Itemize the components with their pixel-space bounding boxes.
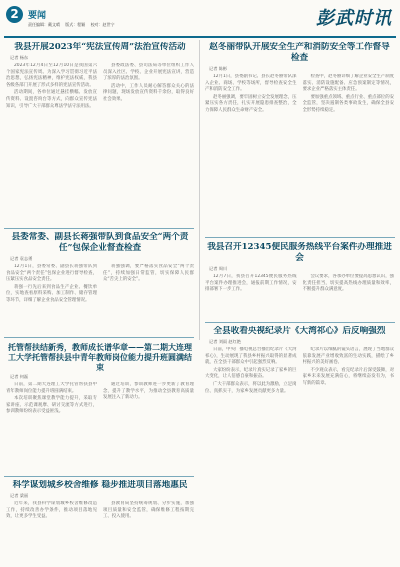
section-rule xyxy=(205,237,395,238)
editor-line xyxy=(28,22,119,28)
header-rule xyxy=(4,36,396,38)
article-column-right xyxy=(303,347,395,396)
article-author: 记者 杨东 xyxy=(10,55,29,60)
article-paragraph: 通过培训，参训教师进一步更新了教育理念，提升了教学水平，为推动全县教育高质量发展注入了新动力。 xyxy=(103,382,194,401)
column-divider xyxy=(199,40,200,340)
article-paragraph: 活动中，工作人员耐心解答群众关心的法律问题，现场发放宣传资料千余份，取得良好社会效果。 xyxy=(103,83,194,102)
page-header xyxy=(0,0,400,38)
article-paragraph: 纪录片以细腻的镜头语言，展现了当地群众依靠发展产业增收致富的生动实践，描绘了乡村振兴的美好画卷。 xyxy=(302,347,394,366)
article-paragraph: 大家纷纷表示，纪录片真实记录了家乡的巨大变化，让人倍感自豪和振奋。 xyxy=(205,367,297,380)
article-paragraph: 不少观众表示，看完纪录片后深受鼓舞，对家乡未来发展充满信心，将继续奋发有为，书写新的篇章。 xyxy=(302,367,394,386)
article-column-left xyxy=(6,501,97,522)
article-author: 记者 何磊 xyxy=(10,374,29,379)
article-title: 赵冬丽带队开展安全生产和消防安全等工作督导检查 xyxy=(209,42,390,63)
article-title: 科学谋划城乡校舍维修 稳步推进项目落地惠民 xyxy=(12,480,188,490)
section-rule xyxy=(4,228,194,229)
article-column-right xyxy=(103,63,194,111)
article-hotline-meeting xyxy=(205,242,394,332)
article-column-left xyxy=(205,347,297,396)
article-teacher-training xyxy=(6,342,194,474)
article-paragraph: 12月1日，县委常委、副县长蒋强带队到食品安全“两个责任”包保企业进行督导检查，压紧压实食品安全责任。 xyxy=(6,264,97,283)
article-paragraph: 蒋强强调，要严格落实食品安全“两个责任”，持续加强日常监管，切实保障人民群众“舌尖上的安全”。 xyxy=(103,264,194,283)
article-column-left xyxy=(205,74,297,116)
article-paragraph: 日前，第二期大连理工大学托管帮扶县中青年教师岗位能力提升班圆满结束。 xyxy=(6,382,97,394)
article-school-repair xyxy=(6,480,194,562)
article-author: 记者 周川 xyxy=(209,266,228,271)
article-constitution-week xyxy=(6,42,194,222)
article-food-safety xyxy=(6,232,194,332)
masthead-logo: 彭武时讯 xyxy=(316,8,392,29)
article-column-right xyxy=(103,501,194,522)
article-paragraph: 12月1日，县委副书记、县长赵冬丽带队深入企业、商场、学校等场所，督导检查安全生产和消防安全工作。 xyxy=(205,74,297,93)
article-paragraph: 县教育局坚持统筹规划、分步实施，加强项目质量和安全监管，确保维修工程按期完工、投入使用。 xyxy=(103,501,194,520)
section-title: 要闻 xyxy=(28,11,47,21)
section-rule xyxy=(4,476,194,477)
article-paragraph: 广大干部群众表示，将以此为激励，立足岗位、真抓实干，为家乡发展贡献更多力量。 xyxy=(205,381,297,394)
article-title: 我县召开12345便民服务热线平台案件办理推进会 xyxy=(207,242,392,263)
section-rule xyxy=(4,337,194,338)
article-column-right xyxy=(103,382,194,417)
article-column-right xyxy=(303,274,395,295)
article-author: 记者 陈彬 xyxy=(209,66,228,71)
section-rule xyxy=(205,322,395,323)
article-paragraph: 要加强重点领域、重点行业、重点部位的安全监管，坚决遏制各类事故发生，确保全县安全形势持续稳定。 xyxy=(302,94,394,113)
article-paragraph: 日前，中央广播电视总台播出纪录片《大湾祁心》，生动展现了我县乡村振兴取得的显著成就，在全县干部群众中引起强烈反响。 xyxy=(205,347,297,366)
article-title: 我县开展2023年“宪法宣传周”法治宣传活动 xyxy=(14,42,186,52)
page-number: 2 xyxy=(6,6,23,23)
article-paragraph: 县委政法委、县司法局等单位组织工作人员深入社区、学校、企业开展宪法宣讲，营造了浓厚的法治氛围。 xyxy=(103,63,194,82)
article-paragraph: 本次培训聚焦课堂教学能力提升，采取专家讲座、示范课观摩、研讨交流等方式进行，参训教师纷纷表示受益匪浅。 xyxy=(6,396,97,415)
layout-credit: 版式：程颖 xyxy=(65,22,86,27)
article-title: 县委常委、副县长蒋强带队到食品安全“两个责任”包保企业督查检查 xyxy=(11,232,189,253)
article-paragraph: 近年来，我县科学谋划城乡校舍维修改造工作，持续改善办学条件，推动项目落地见效，让更多学生受益。 xyxy=(6,501,97,520)
article-paragraph: 检查中，赵冬丽详细了解企业安全生产制度落实、消防设施配备、应急预案制定等情况，要求企业严格落实主体责任。 xyxy=(302,74,394,93)
article-column-right xyxy=(303,74,395,116)
article-author: 记者 刘雨 赵红艳 xyxy=(209,339,241,344)
article-paragraph: 会议要求，各承办单位要提高思想认识，强化责任担当，切实提高热线办理质量和效率，不断提升群众满意度。 xyxy=(302,274,394,293)
article-column-right xyxy=(103,264,194,306)
article-paragraph: 12月7日，我县召开12345便民服务热线平台案件办理推进会，通报前期工作情况，安排部署下一步工作。 xyxy=(205,274,297,293)
article-paragraph: 活动期间，各单位通过悬挂横幅、发放宣传资料、设置咨询台等方式，向群众宣传宪法知识，引导广大干部群众尊法学法守法用法。 xyxy=(6,90,97,109)
article-column-left xyxy=(205,274,297,295)
article-paragraph: 赵冬丽强调，要牢固树立安全发展理念，压紧压实各方责任，扎实开展隐患排查整治，全力保障人民群众生命财产安全。 xyxy=(205,94,297,113)
article-documentary xyxy=(205,326,394,562)
article-column-left xyxy=(6,264,97,306)
editor: 责任编辑：戴文晴 xyxy=(28,22,60,27)
article-title: 托管帮扶结新秀，教师成长谱华章——第二期大连理工大学托管帮扶县中青年教师岗位能力提升班圆满结束 xyxy=(8,342,192,372)
article-column-left xyxy=(6,63,97,111)
article-author: 记者 梁丽 xyxy=(10,493,29,498)
article-paragraph: 2023年12月4日至12月10日是我国第六个国家宪法宣传周。为深入学习贯彻习近平法治思想，弘扬宪法精神，维护宪法权威，我县各级各部门开展了形式多样的宪法宣传活动。 xyxy=(6,63,97,88)
article-author: 记者 袁志勇 xyxy=(10,256,33,261)
article-paragraph: 蒋强一行先后来到食品生产企业、餐饮单位，实地查看原料采购、加工制作、储存管理等环节，详细了解企业食品安全管理情况。 xyxy=(6,284,97,303)
article-title: 全县收看央视纪录片《大湾祁心》后反响强烈 xyxy=(213,326,386,336)
article-column-left xyxy=(6,382,97,417)
article-safety-inspection xyxy=(205,42,394,232)
proof-credit: 校对：赵世宁 xyxy=(90,22,115,27)
